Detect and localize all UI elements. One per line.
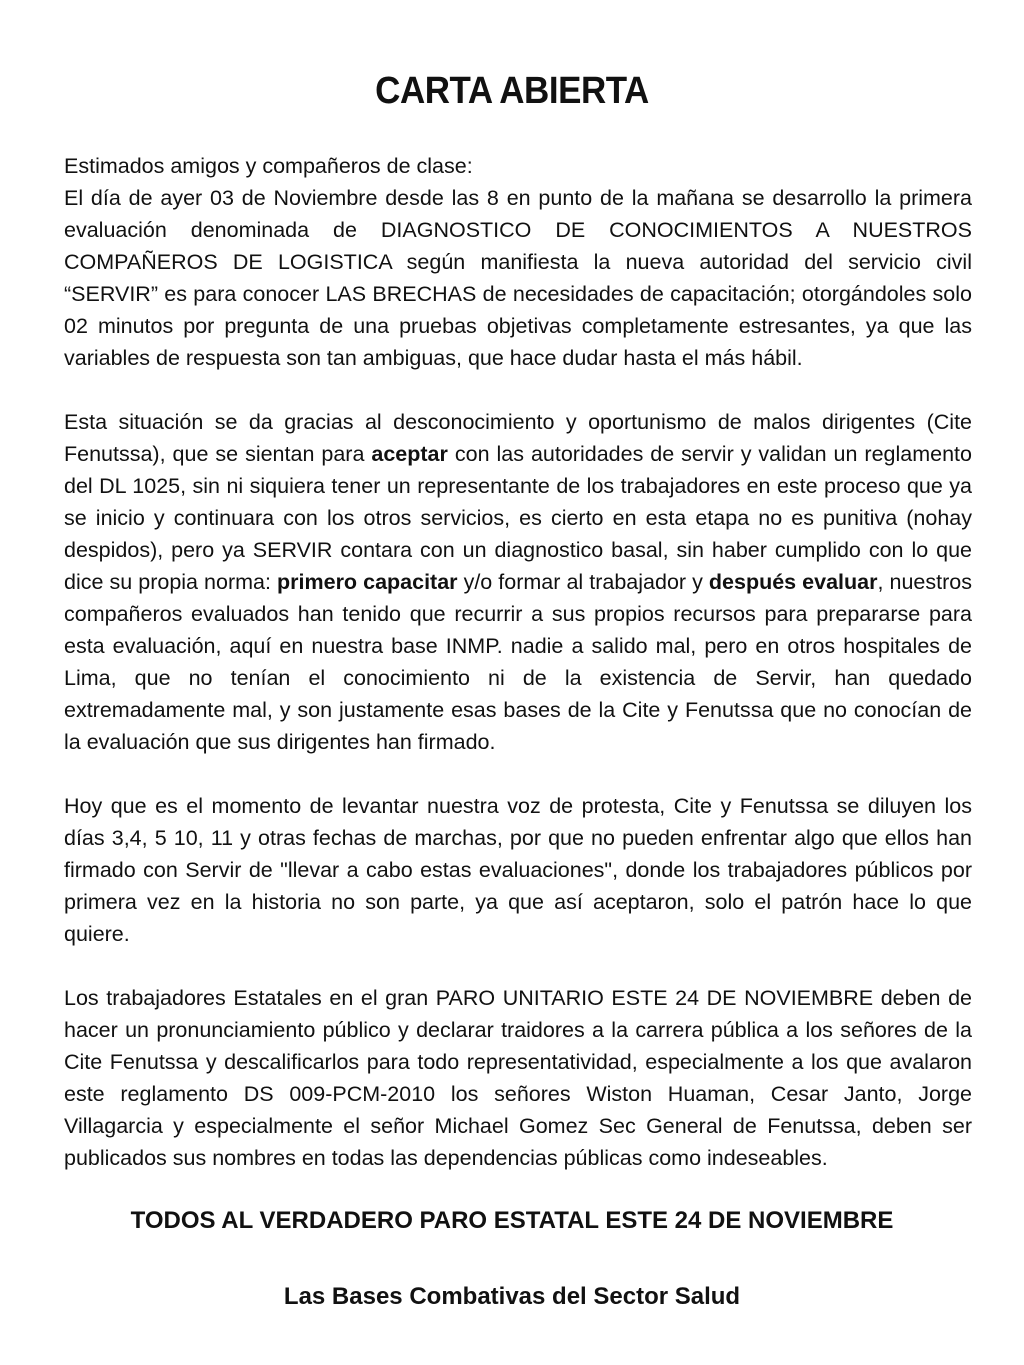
paragraph-1: El día de ayer 03 de Noviembre desde las 8 en punto de la mañana se desarrollo la primera evaluación denominada de DIAGNOSTICO DE CONOCIMIENTOS A NUESTROS COMPAÑEROS DE LOGISTICA según manifiesta la nueva autoridad del servicio civil “SERVIR” es para conocer LAS BRECHAS de necesidades de capacitación; otorgándoles solo 02 minutos por pregunta de una pruebas objetivas completamente estresantes, ya que las variables de respuesta son tan ambiguas, que hace dudar hasta el más hábil. bbox=[64, 186, 972, 370]
signature: Las Bases Combativas del Sector Salud bbox=[283, 1283, 741, 1310]
paragraph-2 bbox=[64, 406, 972, 758]
paragraph-4 bbox=[64, 982, 972, 1174]
paragraph-2-text-c: y/o formar al trabajador y bbox=[457, 570, 709, 594]
opening-section bbox=[64, 150, 972, 374]
paragraph-2-bold-evaluar: después evaluar bbox=[708, 570, 878, 594]
paragraph-2-text-b: con las autoridades de servir y validan un reglamento del DL 1025, sin ni siquiera tener un representante de los trabajadores en este proceso que ya se inicio y continuara con los otros servicios, es cierto en esta etapa no es punitiva (nohay despidos), pero ya SERVIR contara con un diagnostico basal, sin haber cumplido con lo que dice su propia norma: bbox=[64, 442, 972, 594]
paragraph-3 bbox=[64, 790, 972, 950]
paragraph-2-text-a: Esta situación se da gracias al desconocimiento y oportunismo de malos dirigentes (Cite Fenutssa), que se sientan para bbox=[64, 410, 972, 466]
paragraph-2-bold-aceptar: aceptar bbox=[371, 442, 448, 466]
paragraph-2-bold-capacitar: primero capacitar bbox=[277, 570, 458, 594]
paragraph-3-text: Hoy que es el momento de levantar nuestra voz de protesta, Cite y Fenutssa se diluyen los días 3,4, 5 10, 11 y otras fechas de marchas, por que no pueden enfrentar algo que ellos han firmado con Servir de "llevar a cabo estas evaluaciones", donde los trabajadores públicos por primera vez en la historia no son parte, ya que así aceptaron, solo el patrón hace lo que quiere. bbox=[64, 794, 972, 946]
paragraph-2-text-d: , nuestros compañeros evaluados han tenido que recurrir a sus propios recursos para prepararse para esta evaluación, aquí en nuestra base INMP. nadie a salido mal, pero en otros hospitales de Lima, que no tenían el conocimiento ni de la existencia de Servir, han quedado extremadamente mal, y son justamente esas bases de la Cite y Fenutssa que no conocían de la evaluación que sus dirigentes han firmado. bbox=[64, 570, 972, 754]
closing-slogan: TODOS AL VERDADERO PARO ESTATAL ESTE 24 DE NOVIEMBRE bbox=[130, 1207, 894, 1234]
letter-title: CARTA ABIERTA bbox=[375, 70, 649, 112]
paragraph-4-text: Los trabajadores Estatales en el gran PARO UNITARIO ESTE 24 DE NOVIEMBRE deben de hacer un pronunciamiento público y declarar traidores a la carrera pública a los señores de la Cite Fenutssa y descalificarlos para todo representatividad, especialmente a los que avalaron este reglamento DS 009-PCM-2010 los señores Wiston Huaman, Cesar Janto, Jorge Villagarcia y especialmente el señor Michael Gomez Sec General de Fenutssa, deben ser publicados sus nombres en todas las dependencias públicas como indeseables. bbox=[64, 986, 972, 1170]
greeting: Estimados amigos y compañeros de clase: bbox=[64, 154, 473, 178]
